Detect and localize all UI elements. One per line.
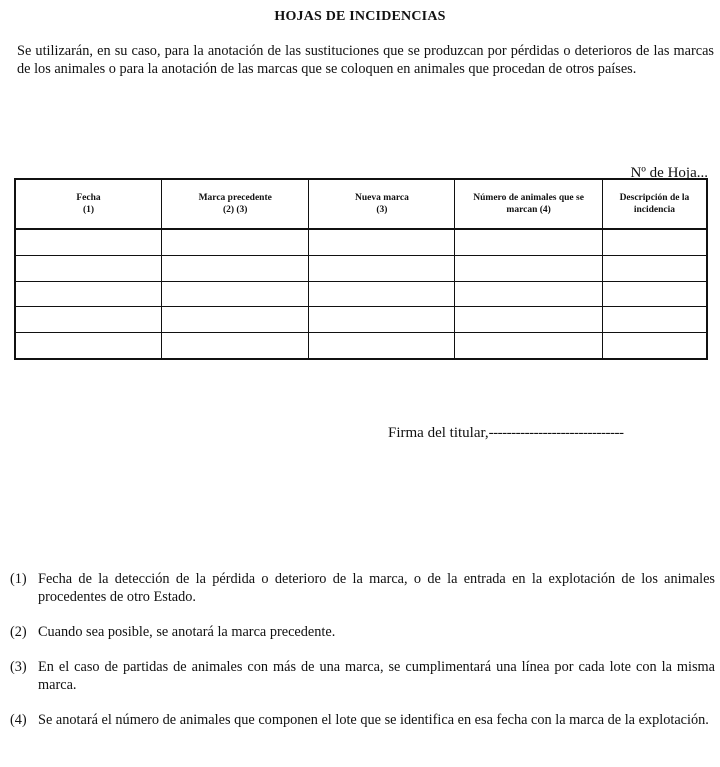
- header-ref: (2) (3): [222, 205, 248, 215]
- table-row: [15, 281, 707, 307]
- table-cell[interactable]: [162, 255, 309, 281]
- signature-line[interactable]: ------------------------------: [488, 425, 624, 441]
- header-label: Fecha: [76, 193, 101, 203]
- footnote-text: Se anotará el número de animales que componen el lote que se identifica en esa fecha con la marca de la explotación.: [38, 712, 709, 728]
- table-cell[interactable]: [602, 333, 707, 359]
- footnote-number: (2): [10, 624, 27, 640]
- table-header-row: [15, 179, 707, 229]
- table-cell[interactable]: [455, 255, 602, 281]
- table-cell[interactable]: [455, 333, 602, 359]
- footnote-text: Fecha de la detección de la pérdida o deterioro de la marca, o de la entrada en la explotación de los animales procedentes de otro Estado.: [38, 571, 715, 605]
- footnote-3: [10, 658, 715, 694]
- table-cell[interactable]: [15, 255, 162, 281]
- table-cell[interactable]: [602, 281, 707, 307]
- footnote-4: [10, 711, 715, 729]
- table-cell[interactable]: [15, 281, 162, 307]
- sheet-number-label: Nº de Hoja...: [630, 165, 708, 181]
- incidents-table: [14, 178, 708, 360]
- table-cell[interactable]: [162, 281, 309, 307]
- header-nueva-marca: [309, 179, 455, 229]
- intro-paragraph: Se utilizarán, en su caso, para la anotación de las sustituciones que se produzcan por pérdidas o deterioros de las marcas de los animales o para la anotación de las marcas que se coloquen en animales que procedan de otros países.: [17, 43, 714, 77]
- footnote-2: [10, 623, 715, 641]
- table-cell[interactable]: [15, 229, 162, 255]
- table-cell[interactable]: [162, 333, 309, 359]
- table-cell[interactable]: [162, 307, 309, 333]
- footnote-1: [10, 570, 715, 606]
- table-cell[interactable]: [455, 281, 602, 307]
- footnote-text: Cuando sea posible, se anotará la marca precedente.: [38, 624, 336, 640]
- header-descripcion: [602, 179, 707, 229]
- header-numero-animales: [455, 179, 602, 229]
- table-row: [15, 229, 707, 255]
- table-row: [15, 307, 707, 333]
- footnote-number: (4): [10, 712, 27, 728]
- table-row: [15, 333, 707, 359]
- table-cell[interactable]: [162, 229, 309, 255]
- table-cell[interactable]: [309, 333, 455, 359]
- document-title: HOJAS DE INCIDENCIAS: [274, 9, 446, 24]
- table-cell[interactable]: [455, 307, 602, 333]
- header-ref: (1): [82, 205, 95, 215]
- footnote-number: (3): [10, 659, 27, 675]
- table-cell[interactable]: [602, 307, 707, 333]
- table-cell[interactable]: [15, 307, 162, 333]
- signature-area: [388, 425, 624, 442]
- header-label: Descripción de la incidencia: [619, 193, 690, 215]
- header-fecha: [15, 179, 162, 229]
- table-cell[interactable]: [309, 229, 455, 255]
- table-cell[interactable]: [455, 229, 602, 255]
- table-cell[interactable]: [309, 307, 455, 333]
- table-cell[interactable]: [602, 229, 707, 255]
- header-ref: (4): [539, 205, 551, 215]
- table-row: [15, 255, 707, 281]
- footnote-text: En el caso de partidas de animales con más de una marca, se cumplimentará una línea por cada lote con la misma marca.: [38, 659, 715, 693]
- footnotes: [10, 570, 715, 746]
- table-cell[interactable]: [15, 333, 162, 359]
- table-cell[interactable]: [309, 255, 455, 281]
- header-ref: (3): [376, 205, 388, 215]
- header-marca-precedente: [162, 179, 309, 229]
- header-label: Marca precedente: [198, 193, 272, 203]
- signature-label: Firma del titular,: [388, 425, 489, 441]
- header-label: Nueva marca: [354, 193, 409, 203]
- header-label: Número de animales que se marcan: [473, 193, 584, 215]
- table-cell[interactable]: [309, 281, 455, 307]
- footnote-number: (1): [10, 571, 27, 587]
- table-cell[interactable]: [602, 255, 707, 281]
